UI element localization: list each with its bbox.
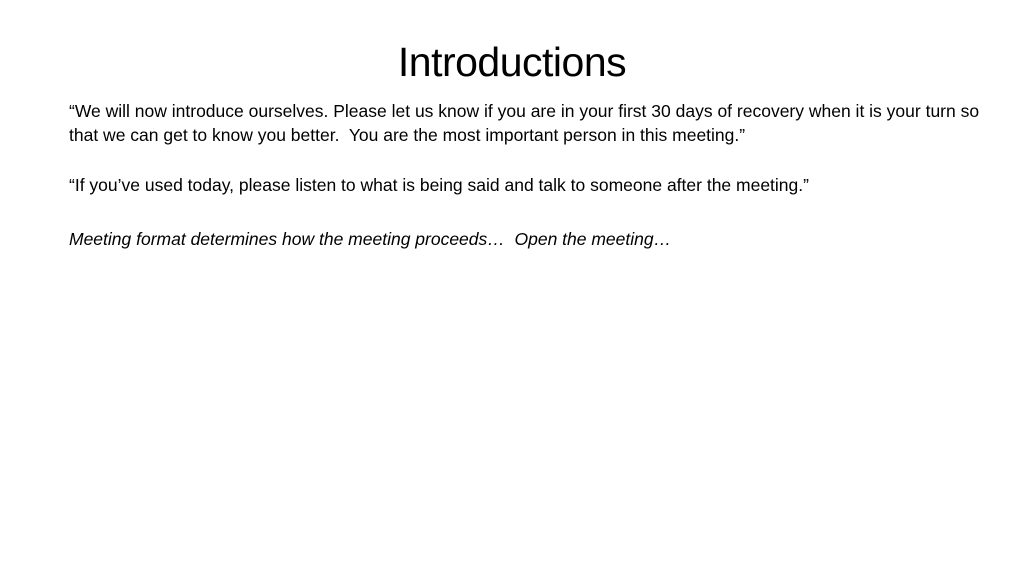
meeting-format-note: Meeting format determines how the meeting proceeds… Open the meeting…: [69, 229, 672, 249]
intro-quote-paragraph: “We will now introduce ourselves. Please let us know if you are in your first 30 days of recovery when it is your turn so that we can get to know you better. You are the most important person in this meeting.”: [69, 101, 984, 145]
used-today-quote-paragraph: “If you’ve used today, please listen to what is being said and talk to someone after the meeting.”: [69, 175, 809, 195]
slide-body: [69, 99, 994, 251]
slide-title: Introductions: [397, 39, 627, 85]
